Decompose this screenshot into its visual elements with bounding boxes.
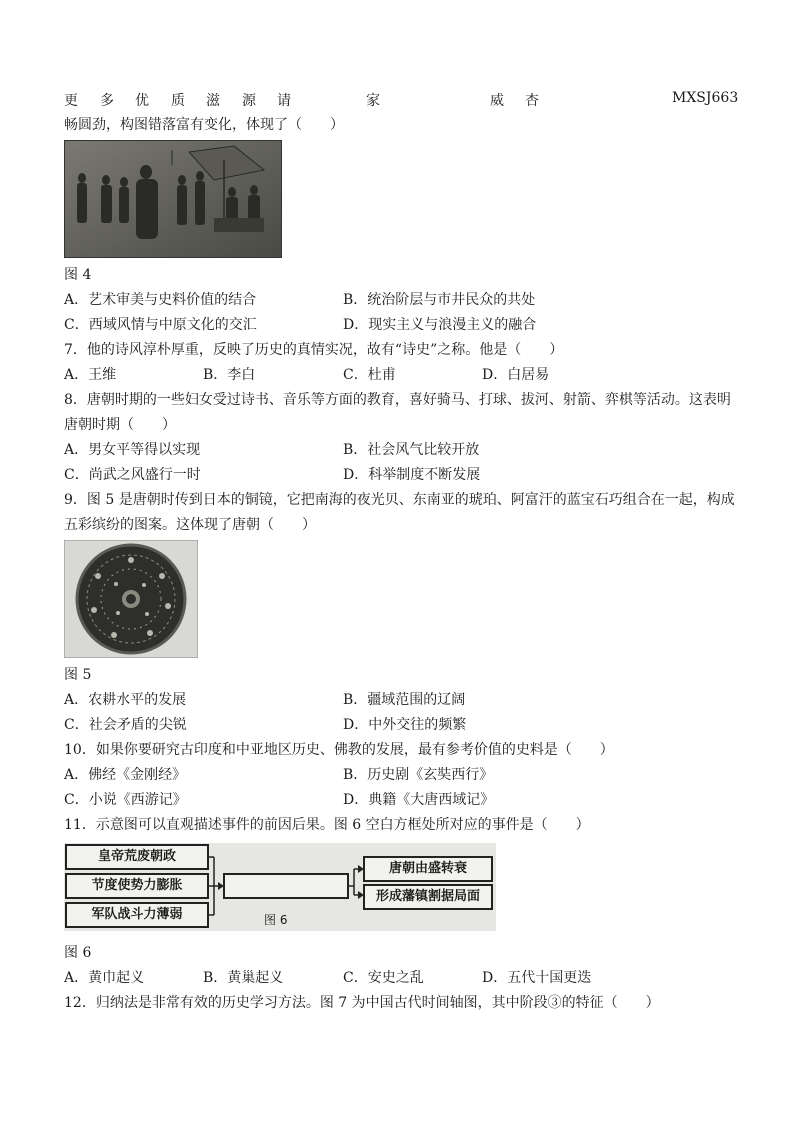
result-box: 形成藩镇割据局面 [375, 889, 480, 904]
option-d[interactable]: D．白居易 [482, 367, 550, 383]
question-8-stem: 8．唐朝时期的一些妇女受过诗书、音乐等方面的教育，喜好骑马、打球、拔河、射箭、弈棋等活动。这表明 [64, 392, 731, 408]
figure-5-caption: 图 5 [64, 667, 92, 683]
option-d[interactable]: D．五代十国更迭 [482, 970, 592, 986]
option-b[interactable]: B．黄巢起义 [203, 970, 284, 986]
header-char: 源 [242, 93, 256, 109]
header-char: 滋 [206, 93, 220, 109]
option-d[interactable]: D．科举制度不断发展 [343, 467, 481, 483]
result-box: 唐朝由盛转衰 [388, 861, 467, 876]
header-char: 威 [490, 93, 504, 109]
painting-image [64, 140, 282, 258]
question-7-stem: 7．他的诗风淳朴厚重，反映了历史的真情实况，故有“诗史”之称。他是（ ） [64, 342, 564, 358]
intro-line: 畅圆劲，构图错落富有变化，体现了（ ） [64, 117, 344, 133]
option-c[interactable]: C．杜甫 [343, 367, 396, 383]
option-c[interactable]: C．尚武之风盛行一时 [64, 467, 201, 483]
header-char: 优 [135, 93, 149, 109]
option-c[interactable]: C．社会矛盾的尖锐 [64, 717, 187, 733]
option-b[interactable]: B．统治阶层与市井民众的共处 [343, 292, 536, 308]
option-a[interactable]: A．农耕水平的发展 [64, 692, 187, 708]
option-a[interactable]: A．艺术审美与史料价值的结合 [64, 292, 257, 308]
option-a[interactable]: A．黄巾起义 [64, 970, 145, 986]
option-c[interactable]: C．小说《西游记》 [64, 792, 187, 808]
option-a[interactable]: A．男女平等得以实现 [64, 442, 201, 458]
header-char: 更 [64, 93, 78, 109]
option-b[interactable]: B．疆域范围的辽阔 [343, 692, 466, 708]
question-8-stem-cont: 唐朝时期（ ） [64, 417, 176, 433]
option-c[interactable]: C．安史之乱 [343, 970, 424, 986]
figure-6-caption: 图 6 [64, 945, 92, 961]
option-d[interactable]: D．中外交往的频繁 [343, 717, 467, 733]
option-d[interactable]: D．典籍《大唐西域记》 [343, 792, 495, 808]
option-a[interactable]: A．佛经《金刚经》 [64, 767, 187, 783]
header-char: 家 [366, 93, 380, 109]
option-b[interactable]: B．社会风气比较开放 [343, 442, 480, 458]
cause-box: 节度使势力膨胀 [91, 878, 183, 893]
question-10-stem: 10．如果你要研究古印度和中亚地区历史、佛教的发展，最有参考价值的史料是（ ） [64, 742, 614, 758]
cause-effect-diagram [64, 843, 496, 931]
question-9-stem: 9．图 5 是唐朝时传到日本的铜镜，它把南海的夜光贝、东南亚的琥珀、阿富汗的蓝宝石巧组合在一起，构成 [64, 492, 735, 508]
cause-box: 军队战斗力薄弱 [91, 907, 183, 922]
question-12-stem: 12．归纳法是非常有效的历史学习方法。图 7 为中国古代时间轴图，其中阶段③的特征（ ） [64, 995, 660, 1011]
option-b[interactable]: B．李白 [203, 367, 256, 383]
blank-event-box[interactable] [224, 874, 348, 898]
header-char: 质 [171, 93, 185, 109]
diagram-inner-label: 图 6 [264, 913, 288, 927]
header-char: 请 [277, 93, 291, 109]
option-d[interactable]: D．现实主义与浪漫主义的融合 [343, 317, 537, 333]
header-char: 多 [100, 93, 114, 109]
header-code: MXSJ663 [672, 90, 739, 106]
bronze-mirror-image [64, 540, 198, 658]
figure-4-caption: 图 4 [64, 267, 92, 283]
question-9-stem-cont: 五彩缤纷的图案。这体现了唐朝（ ） [64, 517, 316, 533]
header-char: 杏 [525, 93, 539, 109]
option-b[interactable]: B．历史剧《玄奘西行》 [343, 767, 494, 783]
cause-box: 皇帝荒废朝政 [97, 849, 176, 864]
question-11-stem: 11．示意图可以直观描述事件的前因后果。图 6 空白方框处所对应的事件是（ ） [64, 817, 590, 833]
page-header [64, 90, 739, 110]
option-a[interactable]: A．王维 [64, 367, 117, 383]
option-c[interactable]: C．西域风情与中原文化的交汇 [64, 317, 257, 333]
